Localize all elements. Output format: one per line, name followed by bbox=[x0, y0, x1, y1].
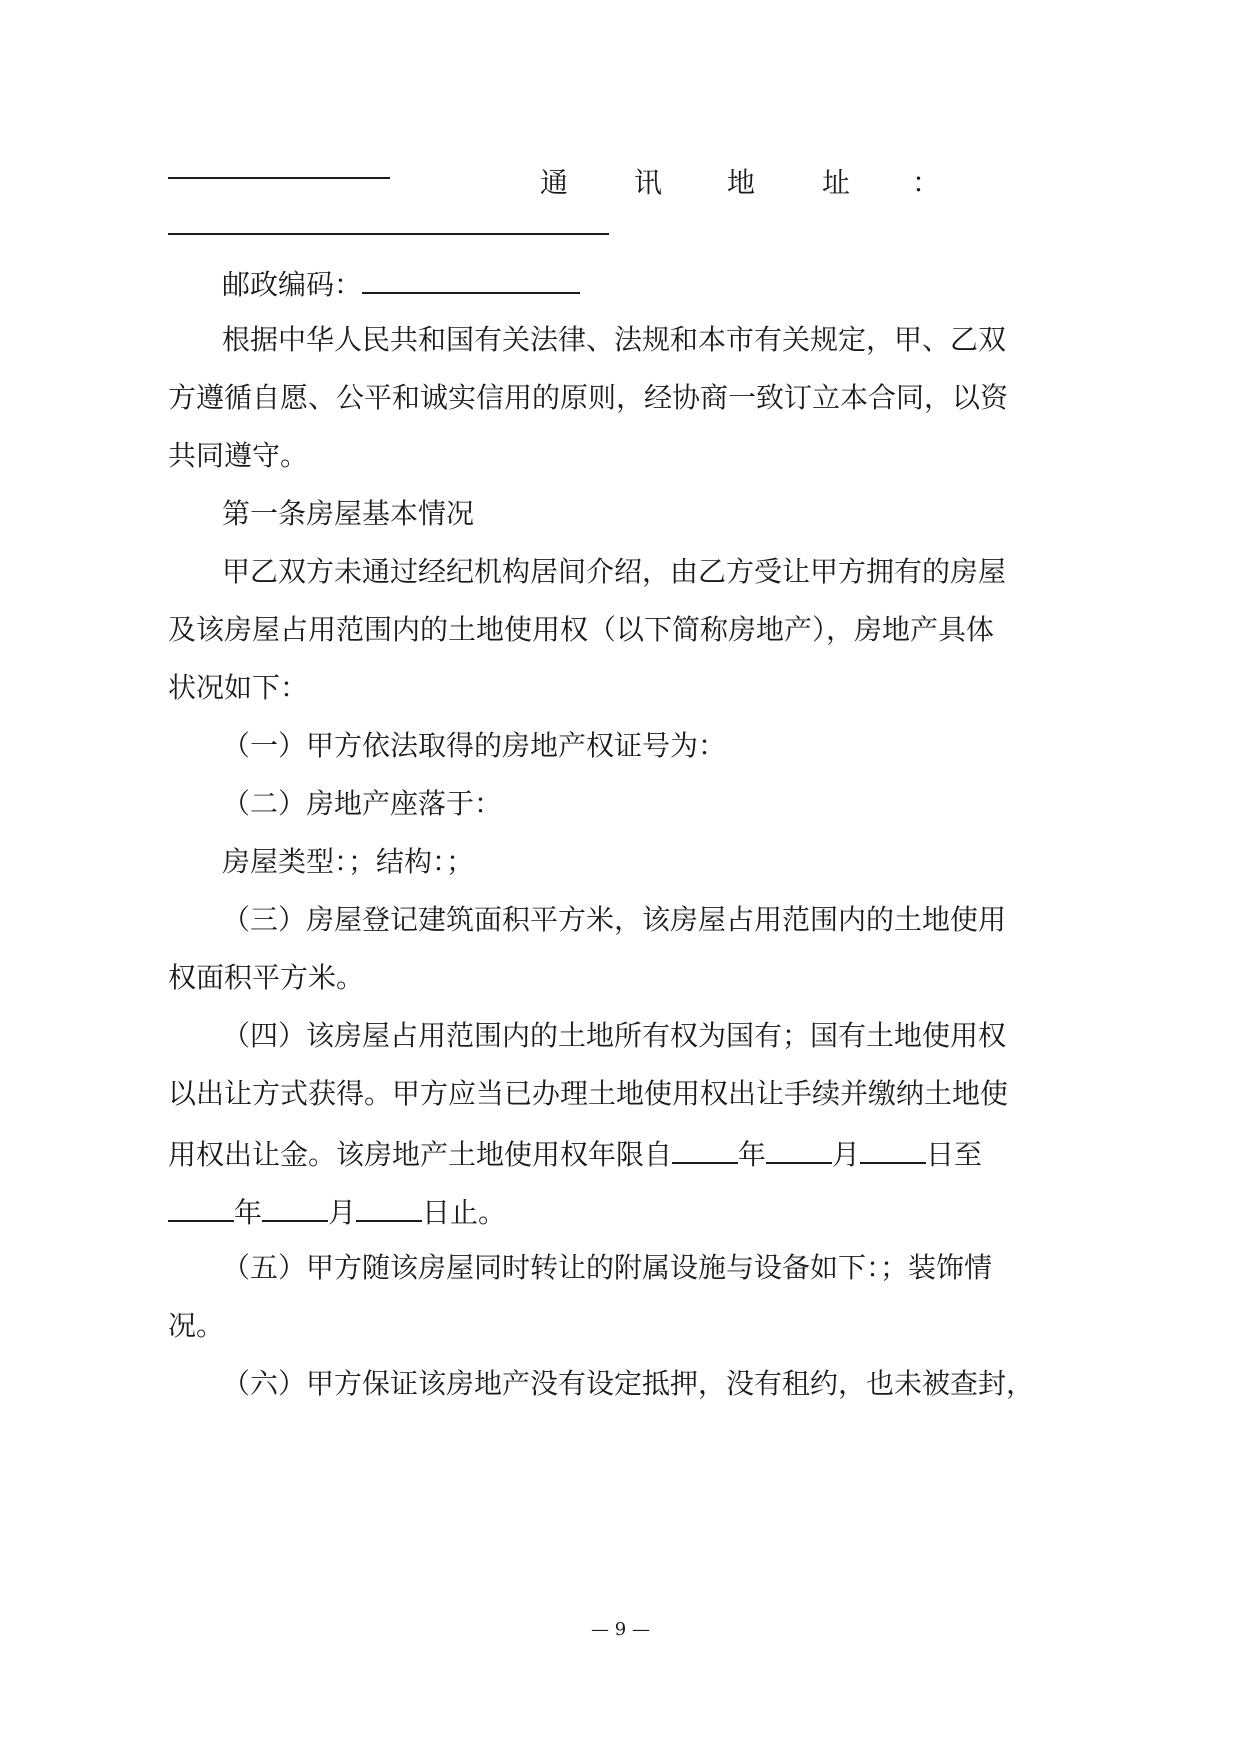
address-char-3: 地 bbox=[727, 166, 756, 199]
item-4-line-2: 以出让方式获得。甲方应当已办理土地使用权出让手续并缴纳土地使 bbox=[168, 1077, 1009, 1110]
address-char-4: 址 bbox=[822, 166, 851, 199]
start-month-blank bbox=[766, 1132, 832, 1164]
item-1: （一）甲方依法取得的房地产权证号为： bbox=[222, 729, 727, 762]
postal-code-line bbox=[222, 262, 1030, 302]
address-colon: ： bbox=[912, 166, 941, 199]
item-6-line-1: （六）甲方保证该房地产没有设定抵押，没有租约，也未被查封， bbox=[222, 1367, 1035, 1400]
address-char-1: 通 bbox=[540, 166, 569, 199]
preamble-line-1: 根据中华人民共和国有关法律、法规和本市有关规定，甲、乙双 bbox=[222, 323, 1007, 356]
start-day-label: 日至 bbox=[926, 1138, 983, 1171]
article-1-heading: 第一条房屋基本情况 bbox=[222, 497, 475, 530]
end-day-label: 日止。 bbox=[422, 1196, 507, 1229]
blank-line-top bbox=[168, 177, 390, 179]
postal-code-label: 邮政编码： bbox=[222, 268, 363, 301]
end-month-label: 月 bbox=[328, 1196, 357, 1229]
article-1-intro-line-1: 甲乙双方未通过经纪机构居间介绍，由乙方受让甲方拥有的房屋 bbox=[222, 555, 1007, 588]
article-1-intro-line-3: 状况如下： bbox=[168, 671, 309, 704]
postal-code-blank bbox=[362, 262, 580, 294]
land-term-prefix: 用权出让金。该房地产土地使用权年限自 bbox=[168, 1138, 673, 1171]
start-year-blank bbox=[672, 1132, 738, 1164]
end-month-blank bbox=[262, 1190, 328, 1222]
item-5-line-2: 况。 bbox=[168, 1309, 225, 1342]
start-day-blank bbox=[860, 1132, 926, 1164]
end-day-blank bbox=[356, 1190, 422, 1222]
start-year-label: 年 bbox=[738, 1138, 767, 1171]
address-blank-line bbox=[168, 233, 609, 235]
item-2: （二）房地产座落于： bbox=[222, 787, 503, 820]
address-char-2: 讯 bbox=[634, 166, 663, 199]
item-5-line-1: （五）甲方随该房屋同时转让的附属设施与设备如下：；装饰情 bbox=[222, 1251, 993, 1284]
end-year-blank bbox=[168, 1190, 234, 1222]
item-4-line-3 bbox=[168, 1132, 1034, 1172]
start-month-label: 月 bbox=[832, 1138, 861, 1171]
article-1-intro-line-2: 及该房屋占用范围内的土地使用权（以下简称房地产），房地产具体 bbox=[168, 613, 995, 646]
item-4-line-4 bbox=[168, 1190, 1034, 1230]
preamble-line-3: 共同遵守。 bbox=[168, 439, 309, 472]
item-3-line-1: （三）房屋登记建筑面积平方米，该房屋占用范围内的土地使用 bbox=[222, 903, 1007, 936]
house-type-line: 房屋类型：；结构：； bbox=[222, 845, 475, 878]
item-3-line-2: 权面积平方米。 bbox=[168, 961, 365, 994]
page-number: — 9 — bbox=[591, 1619, 650, 1640]
item-4-line-1: （四）该房屋占用范围内的土地所有权为国有；国有土地使用权 bbox=[222, 1019, 1007, 1052]
preamble-line-2: 方遵循自愿、公平和诚实信用的原则，经协商一致订立本合同，以资 bbox=[168, 381, 1009, 414]
end-year-label: 年 bbox=[234, 1196, 263, 1229]
